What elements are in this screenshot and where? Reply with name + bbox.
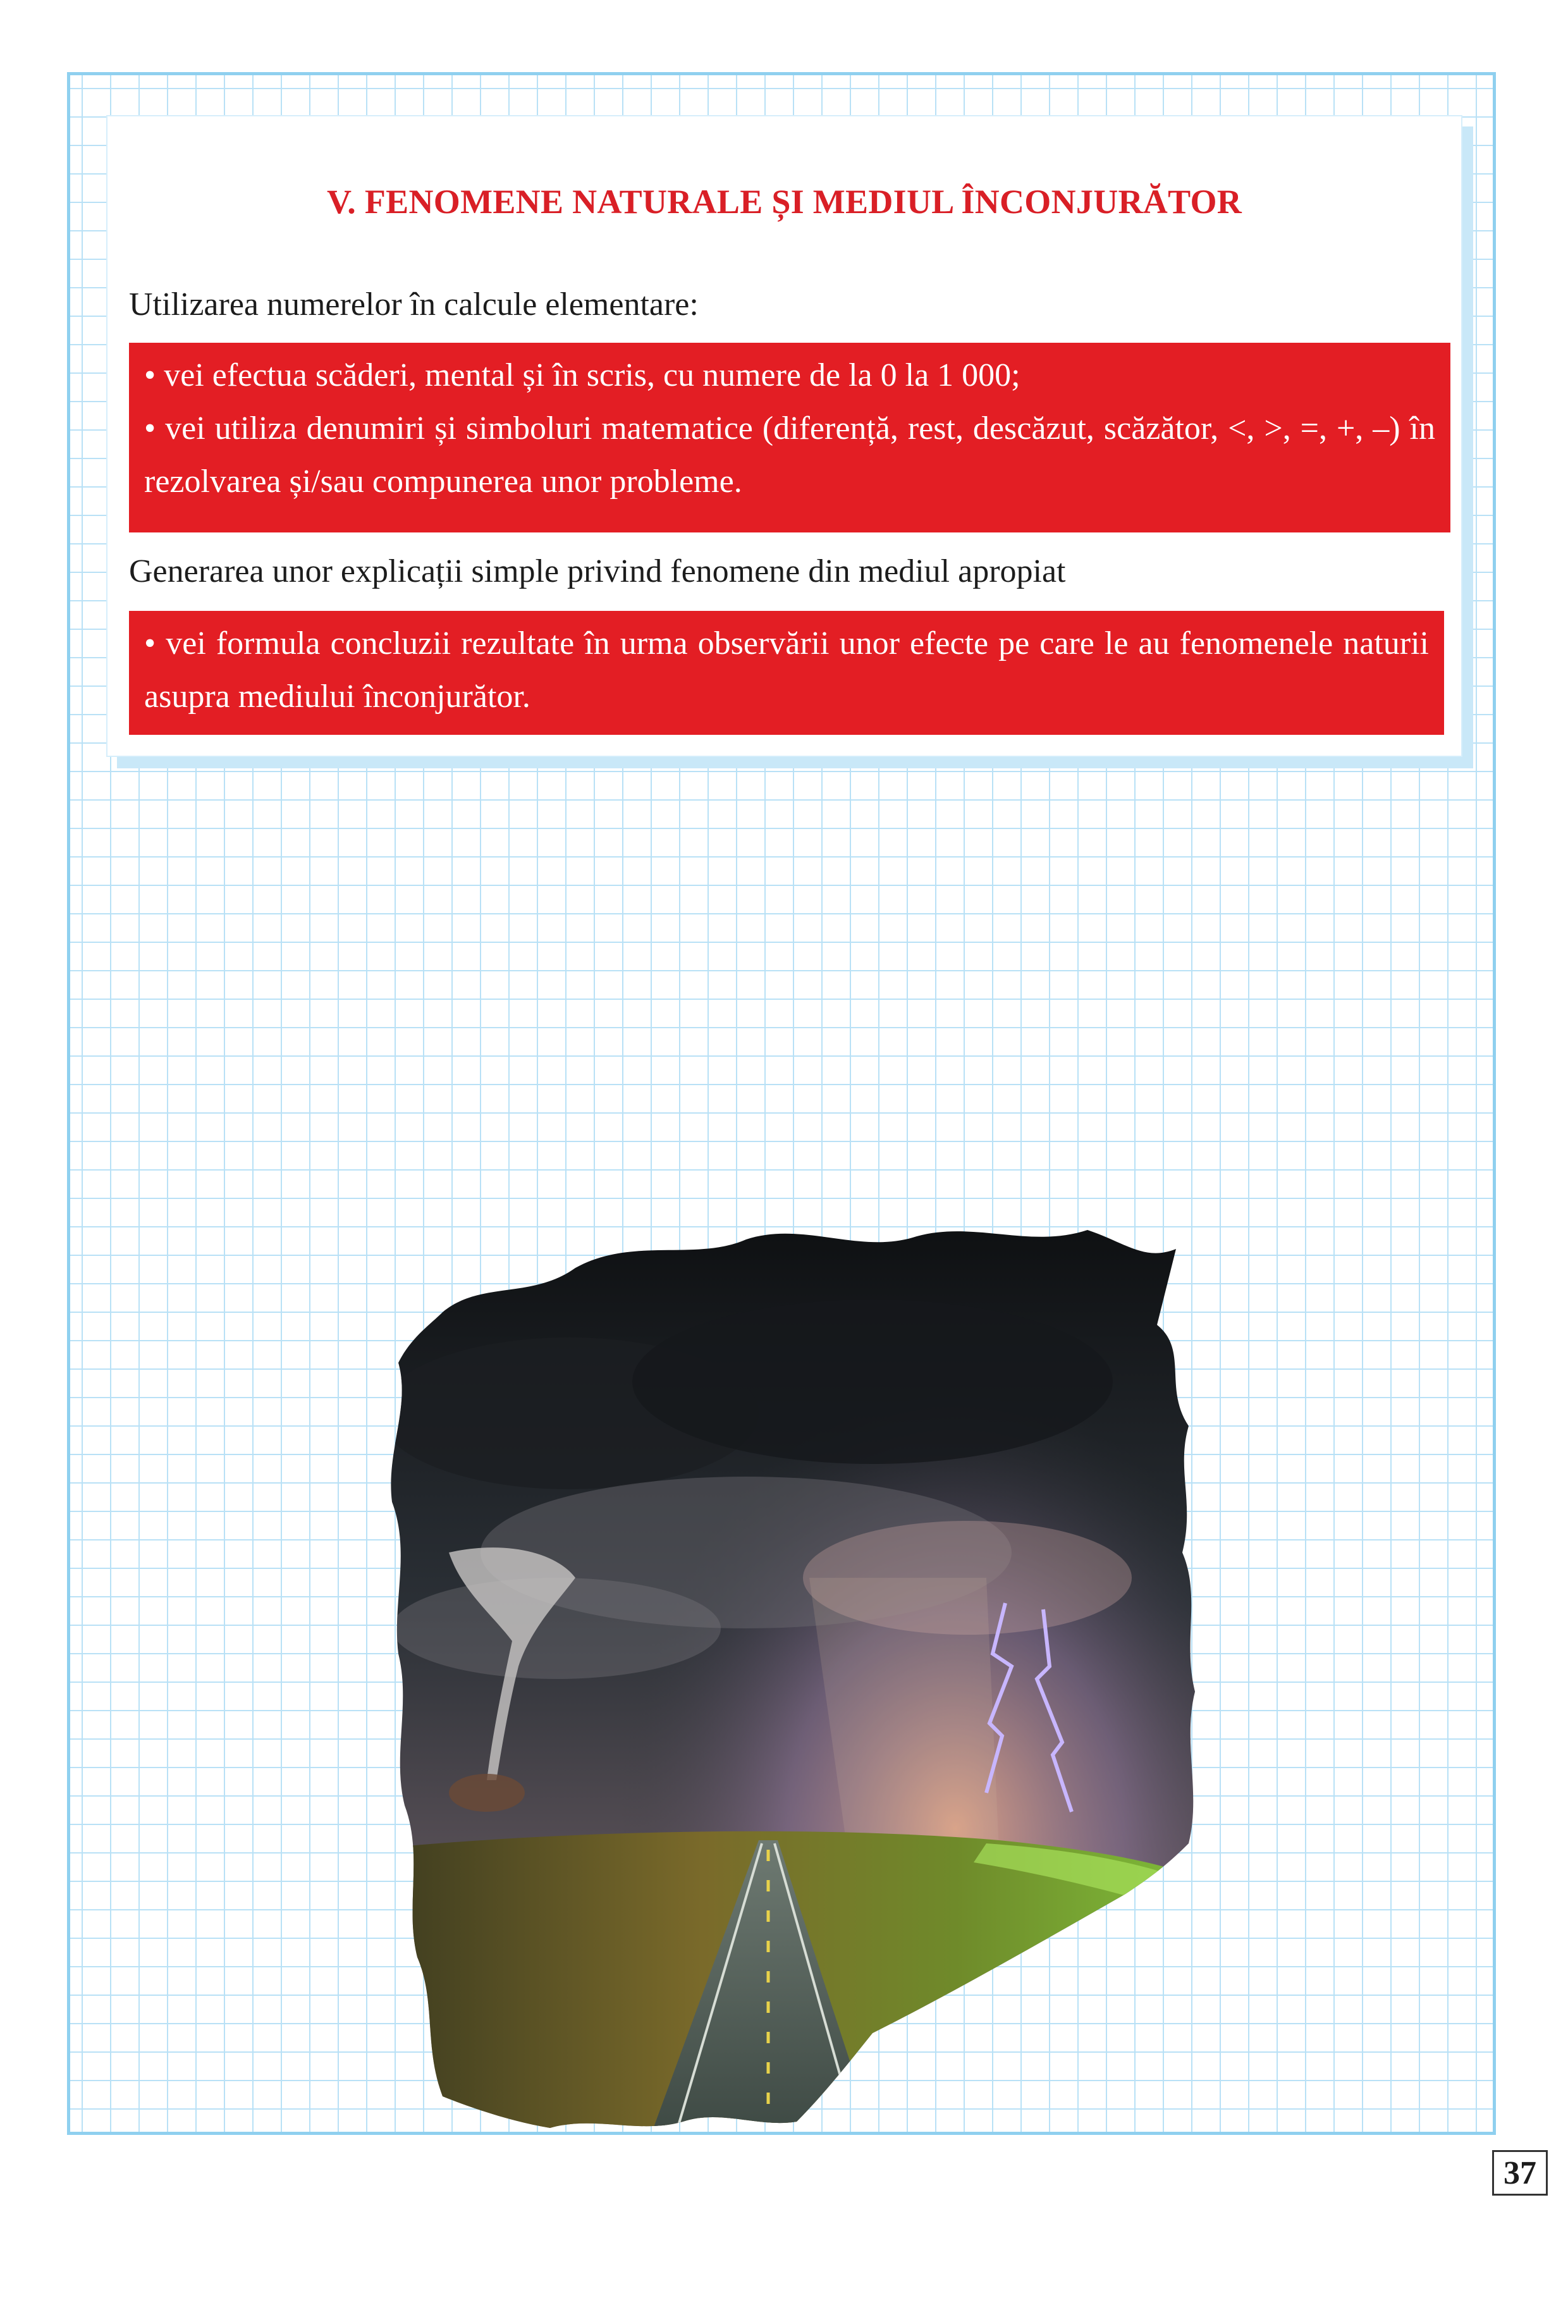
objective-heading-1: Utilizarea numerelor în calcule elementare: xyxy=(129,286,699,323)
objective-heading-2: Generarea unor explicații simple privind fenomene din mediul apropiat xyxy=(129,553,1066,589)
section-title: V. FENOMENE NATURALE ȘI MEDIUL ÎNCONJURĂTOR xyxy=(326,183,1242,221)
page-number: 37 xyxy=(1492,2150,1548,2196)
objectives-card xyxy=(106,115,1462,757)
objective-box-1 xyxy=(129,343,1450,532)
objective-item: • vei formula concluzii rezultate în urma observării unor efecte pe care le au fenomenele naturii asupra mediului înconjurător. xyxy=(144,625,1429,715)
objective-item: • vei utiliza denumiri și simboluri matematice (diferență, rest, descăzut, scăzător, <, >, =, +, –) în rezolvarea și/sau compunerea unor probleme. xyxy=(144,410,1435,500)
objective-box-2 xyxy=(129,611,1444,735)
storm-landscape-illustration xyxy=(367,1224,1208,2324)
objective-item: • vei efectua scăderi, mental și în scris, cu numere de la 0 la 1 000; xyxy=(144,357,1020,393)
